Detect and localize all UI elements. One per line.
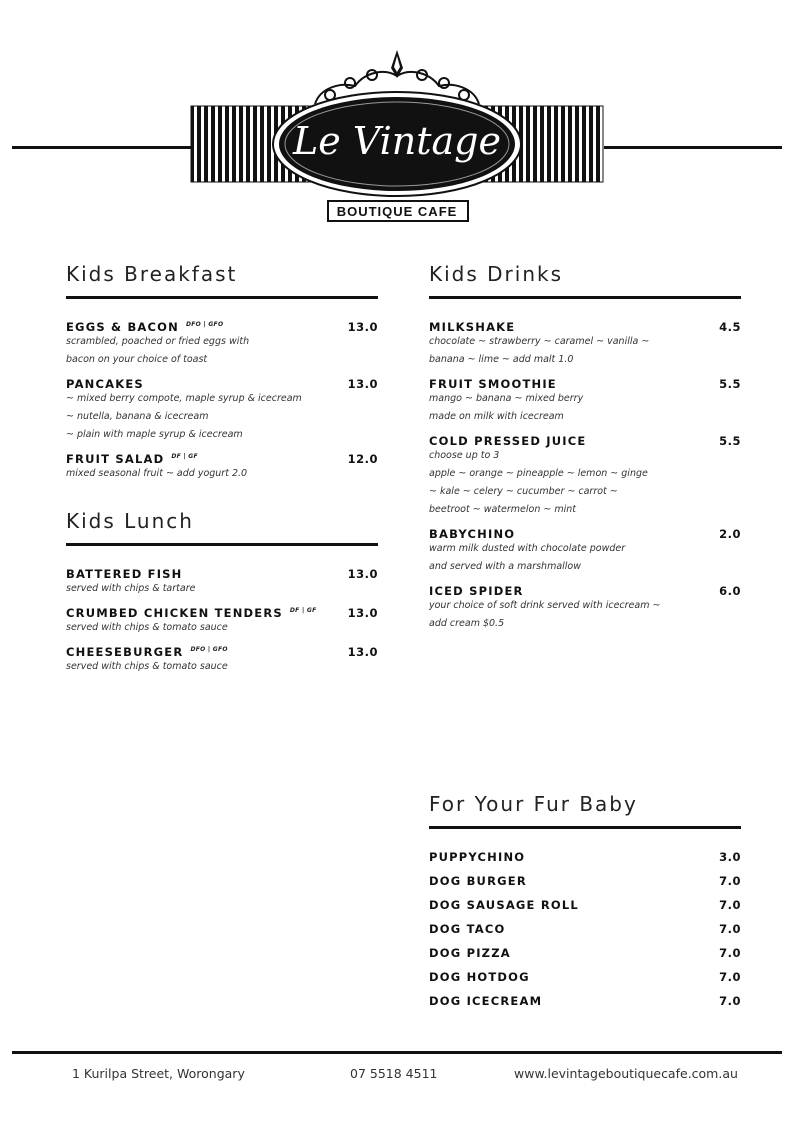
menu-item xyxy=(66,373,378,444)
section-kids-lunch xyxy=(66,507,378,680)
section-title: For Your Fur Baby xyxy=(429,792,638,816)
menu-item xyxy=(429,373,741,426)
dietary-tag: DF | GF xyxy=(171,453,198,460)
menu-item xyxy=(429,894,741,918)
section-divider xyxy=(66,543,378,546)
menu-item-header xyxy=(429,373,741,390)
menu-item-price: 7.0 xyxy=(719,874,741,888)
menu-item-description: warm milk dusted with chocolate powder xyxy=(429,543,626,554)
menu-item xyxy=(66,602,378,637)
menu-item-name: FRUIT SALAD xyxy=(66,452,165,466)
menu-item-name: DOG ICECREAM xyxy=(429,994,543,1008)
cafe-logo xyxy=(190,48,605,224)
footer-phone: 07 5518 4511 xyxy=(350,1066,438,1081)
menu-item-header xyxy=(66,316,378,333)
menu-item-price: 5.5 xyxy=(719,377,741,391)
menu-item-description: chocolate ~ strawberry ~ caramel ~ vanilla ~ xyxy=(429,336,650,347)
dietary-tag: DF | GF xyxy=(289,607,317,614)
menu-item-name: DOG SAUSAGE ROLL xyxy=(429,898,579,912)
menu-item-description: mango ~ banana ~ mixed berry xyxy=(429,393,584,404)
menu-item-price: 7.0 xyxy=(719,898,741,912)
menu-item-price: 3.0 xyxy=(719,850,741,864)
menu-item-description: ~ nutella, banana & icecream xyxy=(66,411,209,422)
menu-item-price: 7.0 xyxy=(719,922,741,936)
menu-item-price: 12.0 xyxy=(347,452,378,466)
menu-item xyxy=(429,846,741,870)
menu-item xyxy=(66,316,378,369)
menu-item-description: made on milk with icecream xyxy=(429,411,564,422)
menu-item-title xyxy=(429,990,542,1009)
menu-item-description: bacon on your choice of toast xyxy=(66,354,208,365)
menu-item-name: ICED SPIDER xyxy=(429,584,524,598)
menu-item-header xyxy=(429,918,741,935)
menu-item-header xyxy=(66,448,378,465)
menu-item-header xyxy=(66,602,378,619)
menu-item-description: your choice of soft drink served with icecream ~ xyxy=(429,600,661,611)
menu-item-name: PUPPYCHINO xyxy=(429,850,526,864)
dietary-tag: DFO | GFO xyxy=(185,321,224,328)
menu-item-name: CHEESEBURGER xyxy=(66,645,184,659)
menu-item-price: 7.0 xyxy=(719,994,741,1008)
menu-item-price: 4.5 xyxy=(719,320,741,334)
menu-item-description: scrambled, poached or fried eggs with xyxy=(66,336,250,347)
menu-item-title xyxy=(429,918,505,937)
menu-item-price: 5.5 xyxy=(719,434,741,448)
menu-item xyxy=(429,316,741,369)
menu-item-name: DOG BURGER xyxy=(429,874,527,888)
section-divider xyxy=(429,296,741,299)
menu-item-description: ~ plain with maple syrup & icecream xyxy=(66,429,243,440)
menu-item-name: MILKSHAKE xyxy=(429,320,516,334)
menu-item-header xyxy=(429,894,741,911)
menu-item-header xyxy=(66,373,378,390)
menu-item-header xyxy=(429,966,741,983)
section-kids-breakfast xyxy=(66,260,378,487)
menu-item-name: DOG TACO xyxy=(429,922,506,936)
menu-item-header xyxy=(429,990,741,1007)
menu-item-description: apple ~ orange ~ pineapple ~ lemon ~ ginge xyxy=(429,468,648,479)
menu-item xyxy=(429,870,741,894)
menu-item-description: ~ mixed berry compote, maple syrup & icecream xyxy=(66,393,302,404)
menu-item-name: DOG PIZZA xyxy=(429,946,511,960)
logo-subtitle: BOUTIQUE CAFE xyxy=(336,204,458,219)
footer-website[interactable]: www.levintageboutiquecafe.com.au xyxy=(514,1066,738,1081)
menu-item-name: PANCAKES xyxy=(66,377,144,391)
menu-item xyxy=(429,580,741,633)
menu-item-name: CRUMBED CHICKEN TENDERS xyxy=(66,606,283,620)
section-title: Kids Drinks xyxy=(429,262,564,286)
menu-item-name: BABYCHINO xyxy=(429,527,516,541)
menu-item-title xyxy=(429,894,579,913)
section-title: Kids Lunch xyxy=(66,509,194,533)
menu-item-title xyxy=(429,942,511,961)
section-kids-drinks xyxy=(429,260,741,637)
menu-item-header xyxy=(429,580,741,597)
menu-item-description: mixed seasonal fruit ~ add yogurt 2.0 xyxy=(66,468,248,479)
menu-item-description: served with chips & tomato sauce xyxy=(66,661,228,672)
menu-item-price: 6.0 xyxy=(719,584,741,598)
menu-item xyxy=(66,448,378,483)
menu-item-description: and served with a marshmallow xyxy=(429,561,582,572)
menu-item-description: served with chips & tartare xyxy=(66,583,196,594)
menu-item-title xyxy=(429,966,530,985)
menu-item-header xyxy=(429,846,741,863)
menu-item-header xyxy=(66,563,378,580)
menu-item-description: ~ kale ~ celery ~ cucumber ~ carrot ~ xyxy=(429,486,618,497)
menu-item xyxy=(429,430,741,519)
menu-item-price: 13.0 xyxy=(347,606,378,620)
menu-item-description: beetroot ~ watermelon ~ mint xyxy=(429,504,576,515)
menu-item-description: choose up to 3 xyxy=(429,450,500,461)
menu-item-title xyxy=(429,846,525,865)
menu-item-price: 13.0 xyxy=(347,645,378,659)
menu-item-price: 13.0 xyxy=(347,320,378,334)
menu-item-price: 13.0 xyxy=(347,377,378,391)
section-divider xyxy=(429,826,741,829)
menu-item-description: add cream $0.5 xyxy=(429,618,505,629)
menu-item-name: BATTERED FISH xyxy=(66,567,183,581)
menu-item-name: FRUIT SMOOTHIE xyxy=(429,377,557,391)
menu-item-header xyxy=(66,641,378,658)
menu-item xyxy=(429,990,741,1014)
footer-rule xyxy=(12,1051,782,1054)
dietary-tag: DFO | GFO xyxy=(190,646,228,653)
menu-item xyxy=(429,523,741,576)
header-rule-left xyxy=(12,146,192,149)
menu-item-title xyxy=(429,870,527,889)
menu-item xyxy=(429,966,741,990)
menu-item-header xyxy=(429,523,741,540)
section-divider xyxy=(66,296,378,299)
menu-item xyxy=(66,641,378,676)
menu-item-header xyxy=(429,316,741,333)
menu-item-price: 7.0 xyxy=(719,970,741,984)
menu-item-description: served with chips & tomato sauce xyxy=(66,622,228,633)
menu-item xyxy=(429,918,741,942)
header-rule-right xyxy=(604,146,782,149)
menu-item-price: 7.0 xyxy=(719,946,741,960)
menu-item-description: banana ~ lime ~ add malt 1.0 xyxy=(429,354,574,365)
menu-item-header xyxy=(429,942,741,959)
section-title: Kids Breakfast xyxy=(66,262,238,286)
footer-address: 1 Kurilpa Street, Worongary xyxy=(72,1066,245,1081)
menu-item-name: COLD PRESSED JUICE xyxy=(429,434,587,448)
section-fur-baby xyxy=(429,790,741,1014)
menu-item-price: 2.0 xyxy=(719,527,741,541)
menu-item-header xyxy=(429,430,741,447)
menu-item-name: EGGS & BACON xyxy=(66,320,179,334)
menu-item xyxy=(429,942,741,966)
menu-item-name: DOG HOTDOG xyxy=(429,970,530,984)
menu-item xyxy=(66,563,378,598)
menu-item-price: 13.0 xyxy=(347,567,378,581)
logo-script-title: Le Vintage xyxy=(293,119,501,163)
menu-item-header xyxy=(429,870,741,887)
